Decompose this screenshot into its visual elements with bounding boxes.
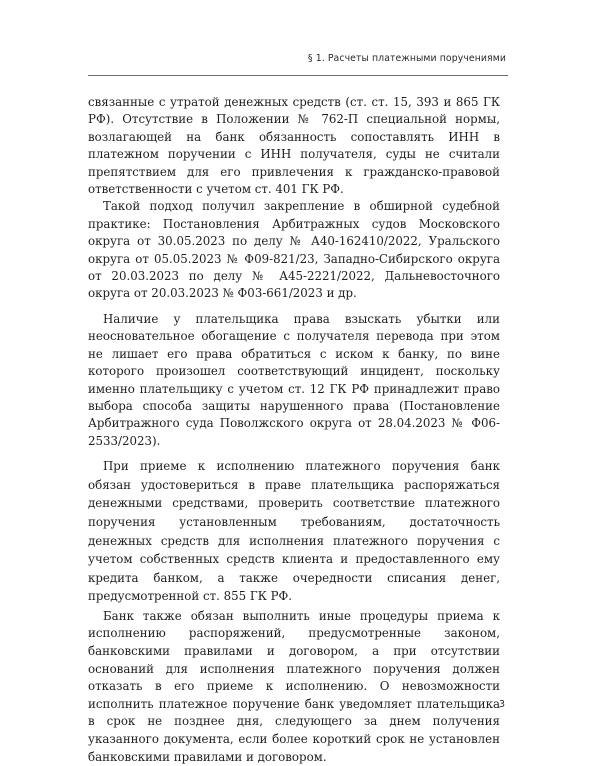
paragraph-bank-procedures: Банк также обязан выполнить иные процедуры приема к исполнению распоряжений, предусмотренные законом, банковскими правилами и договором, а при отсутствии оснований для исполнения платежного поручения должен отказать в его приеме к исполнению. О невозможности исполнить платежное поручение банк уведомляет плательщика в срок не позднее дня, следующего за днем получения указанного документа, если более короткий срок не установлен банковскими правилами и договором. [88,608,500,764]
running-head: § 1. Расчеты платежными поручениями [307,53,506,64]
header-divider [88,75,508,76]
paragraph-continuation: связанные с утратой денежных средств (ст. ст. 15, 393 и 865 ГК РФ). Отсутствие в Положении № 762-П специальной нормы, возлагающей на банк обязанность сопоставлять ИНН в платежном поручении с ИНН получателя, суды не считали препятствием для его привлечения к гражданско-правовой ответственности с учетом ст. 401 ГК РФ. [88,95,500,197]
paragraph-case-law: Такой подход получил закрепление в обширной судебной практике: Постановления Арбитражных судов Московского округа от 30.05.2023 по делу № А40-162410/2022, Уральского округа от 05.05.2023 № Ф09-821/23, Западно-Сибирского округа от 20.03.2023 по делу № А45-2221/2022, Дальневосточного округа от 20.03.2023 № Ф03-661/2023 и др. [88,199,500,301]
paragraph-payer-rights: Наличие у плательщика права взыскать убытки или неосновательное обогащение с получателя перевода при этом не лишает его права обратиться с иском к банку, по вине которого произошел соответствующий инцидент, поскольку именно плательщику с учетом ст. 12 ГК РФ принадлежит право выбора способа защиты нарушенного права (Постановление Арбитражного суда Поволжского округа от 28.04.2023 № Ф06-2533/2023). [88,311,500,448]
paragraph-bank-checks: При приеме к исполнению платежного поручения банк обязан удостовериться в праве плательщика распоряжаться денежными средствами, проверить соответствие платежного поручения установленным требованиям, достаточность денежных средств для исполнения платежного поручения с учетом собственных средств клиента и предоставленного ему кредита банком, а также очередности списания денег, предусмотренной ст. 855 ГК РФ. [88,459,500,604]
page-number: 3 [498,699,505,710]
page-body [88,94,500,766]
